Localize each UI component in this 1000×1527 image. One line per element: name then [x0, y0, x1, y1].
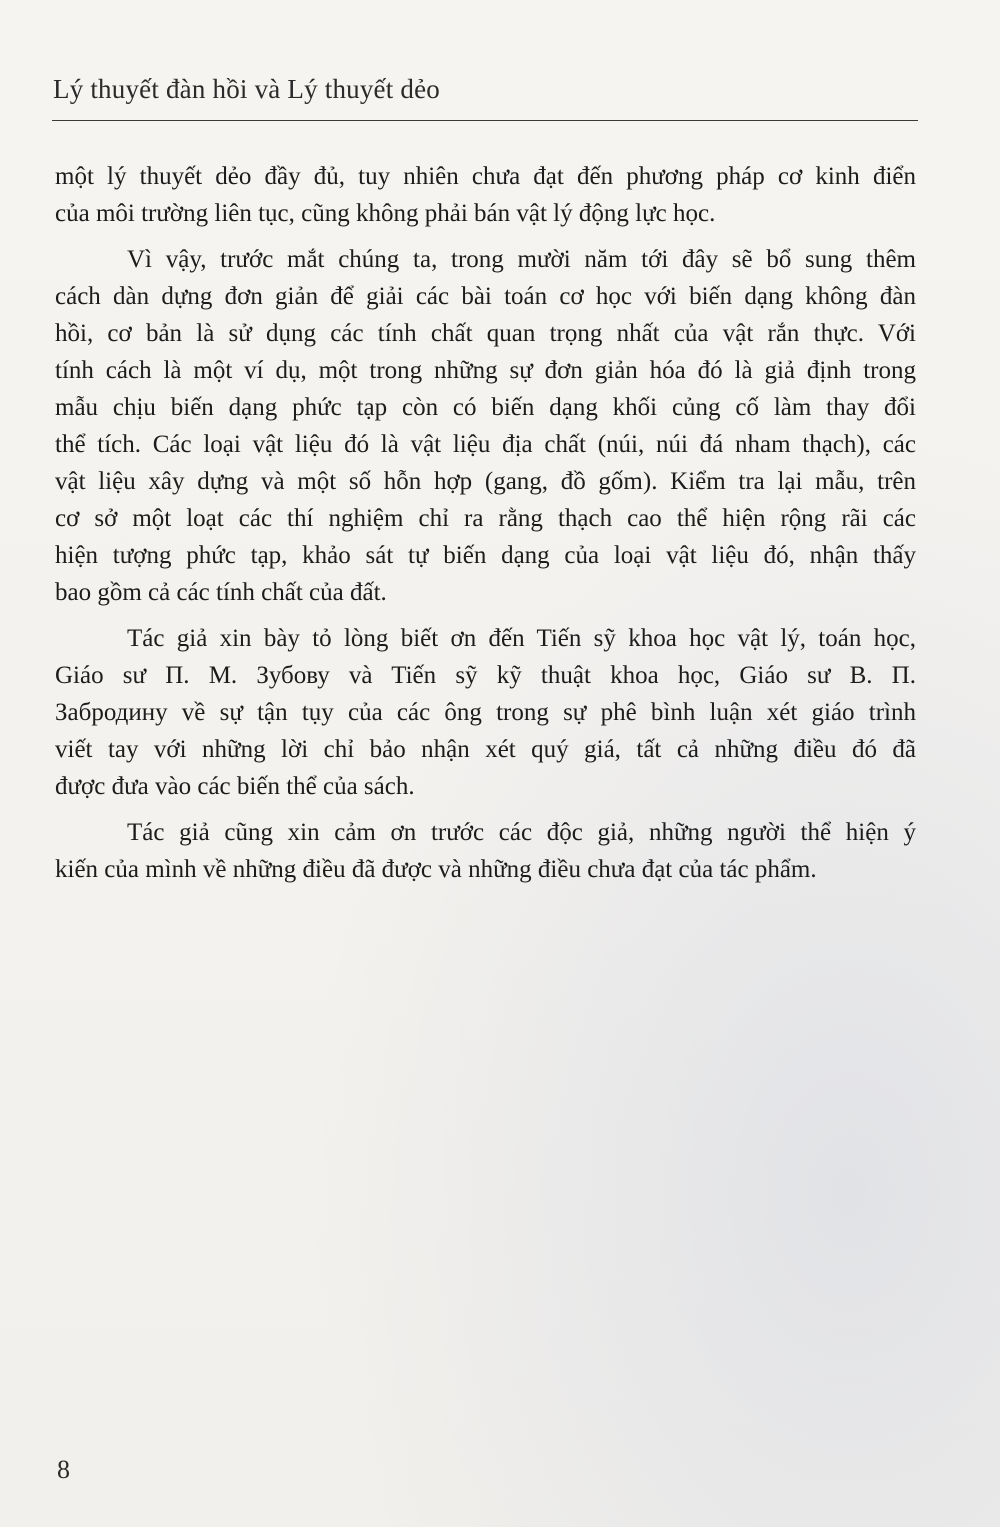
text-line: tính cách là một ví dụ, một trong những sự đơn giản hóa đó là giả định trong — [55, 357, 916, 384]
paragraph — [55, 814, 916, 888]
text-line: bao gồm cả các tính chất của đất. — [55, 579, 387, 606]
text-line: Забродину về sự tận tụy của các ông trong sự phê bình luận xét giáo trình — [55, 699, 916, 726]
header-rule — [52, 120, 918, 121]
text-line: hồi, cơ bản là sử dụng các tính chất quan trọng nhất của vật rắn thực. Với — [55, 320, 916, 347]
text-line: mẫu chịu biến dạng phức tạp còn có biến dạng khối củng cố làm thay đổi — [55, 394, 916, 421]
text-line: hiện tượng phức tạp, khảo sát tự biến dạng của loại vật liệu đó, nhận thấy — [55, 542, 916, 569]
text-line: thể tích. Các loại vật liệu đó là vật liệu địa chất (núi, núi đá nham thạch), các — [55, 431, 916, 458]
text-line: kiến của mình về những điều đã được và những điều chưa đạt của tác phẩm. — [55, 856, 817, 883]
page-number: 8 — [57, 1455, 70, 1484]
text-line: Tác giả cũng xin cảm ơn trước các độc giả, những người thể hiện ý — [127, 819, 916, 846]
text-line: một lý thuyết dẻo đầy đủ, tuy nhiên chưa đạt đến phương pháp cơ kinh điển — [55, 163, 916, 190]
text-line: vật liệu xây dựng và một số hỗn hợp (gang, đồ gốm). Kiểm tra lại mẫu, trên — [55, 468, 916, 495]
running-header: Lý thuyết đàn hồi và Lý thuyết dẻo — [53, 74, 440, 104]
text-line: Giáo sư П. M. Зубову và Tiến sỹ kỹ thuật khoa học, Giáo sư B. П. — [55, 662, 916, 689]
text-line: được đưa vào các biến thể của sách. — [55, 773, 415, 800]
text-line: của môi trường liên tục, cũng không phải bán vật lý động lực học. — [55, 200, 716, 227]
body-text — [55, 158, 916, 888]
text-line: viết tay với những lời chỉ bảo nhận xét quý giá, tất cả những điều đó đã — [55, 736, 916, 763]
text-line: Vì vậy, trước mắt chúng ta, trong mười năm tới đây sẽ bổ sung thêm — [127, 246, 916, 273]
paragraph — [55, 620, 916, 805]
paragraph — [55, 241, 916, 611]
text-line: cách dàn dựng đơn giản để giải các bài toán cơ học với biến dạng không đàn — [55, 283, 916, 310]
text-line: Tác giả xin bày tỏ lòng biết ơn đến Tiến sỹ khoa học vật lý, toán học, — [127, 625, 916, 652]
paragraph — [55, 158, 916, 232]
text-line: cơ sở một loạt các thí nghiệm chỉ ra rằng thạch cao thể hiện rộng rãi các — [55, 505, 916, 532]
